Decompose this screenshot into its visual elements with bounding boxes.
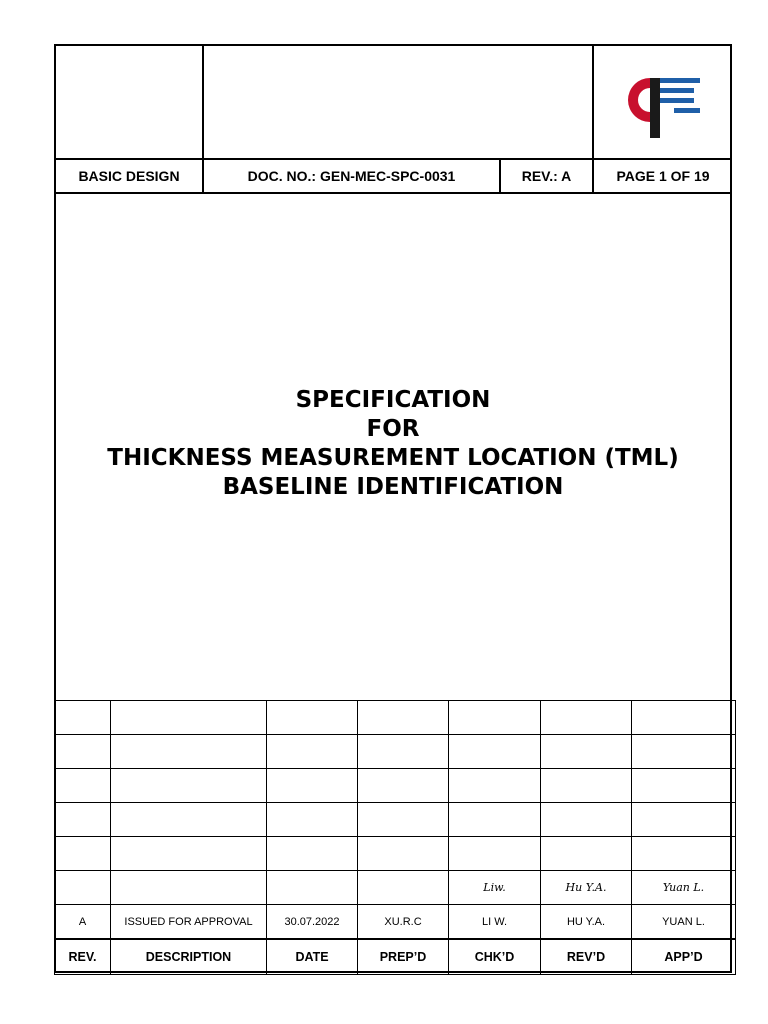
title-line: SPECIFICATION <box>295 387 491 413</box>
revision-label: REV.: A <box>521 168 572 184</box>
title-line: BASELINE IDENTIFICATION <box>222 474 564 500</box>
title-line: FOR <box>366 416 420 442</box>
reviewer-signature: Hu Y.A. <box>541 871 632 905</box>
table-row <box>55 769 736 803</box>
reviewed-cell: HU Y.A. <box>541 905 632 940</box>
revision-table <box>54 700 736 975</box>
date-header: DATE <box>267 939 358 975</box>
page-number: PAGE 1 OF 19 <box>616 168 710 184</box>
table-row <box>55 803 736 837</box>
design-stage: BASIC DESIGN <box>78 168 180 184</box>
description-header: DESCRIPTION <box>111 939 267 975</box>
cpe-logo-icon <box>620 70 706 138</box>
approved-cell: YUAN L. <box>632 905 736 940</box>
company-logo <box>594 46 732 158</box>
date-cell: 30.07.2022 <box>267 905 358 940</box>
prepared-cell: XU.R.C <box>358 905 449 940</box>
table-row <box>55 701 736 735</box>
rev-cell: A <box>55 905 111 940</box>
title-line: THICKNESS MEASUREMENT LOCATION (TML) <box>107 445 679 471</box>
signature-row <box>55 871 736 905</box>
checked-header: CHK’D <box>449 939 541 975</box>
prepared-header: PREP’D <box>358 939 449 975</box>
description-cell: ISSUED FOR APPROVAL <box>111 905 267 940</box>
table-row <box>55 735 736 769</box>
document-title <box>56 386 730 502</box>
table-row <box>55 837 736 871</box>
document-number: DOC. NO.: GEN-MEC-SPC-0031 <box>247 168 456 184</box>
rev-header: REV. <box>55 939 111 975</box>
approver-signature: Yuan L. <box>632 871 736 905</box>
revision-header-row <box>55 939 736 975</box>
reviewed-header: REV’D <box>541 939 632 975</box>
checker-signature: Liw. <box>449 871 541 905</box>
revision-row <box>55 905 736 940</box>
checked-cell: LI W. <box>449 905 541 940</box>
approved-header: APP’D <box>632 939 736 975</box>
